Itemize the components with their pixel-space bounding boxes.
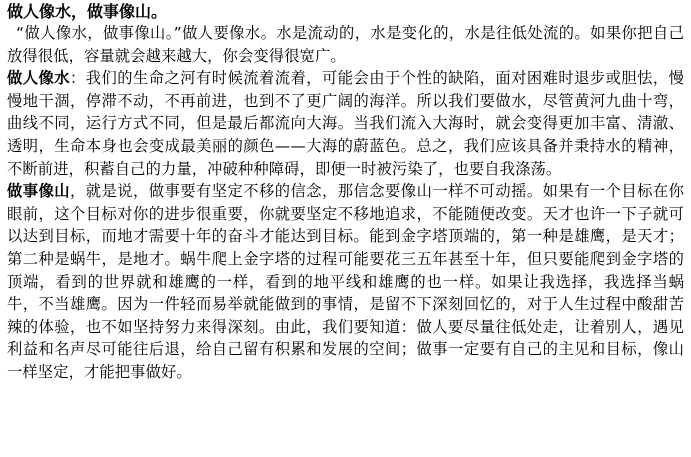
water-body-text: ：我们的生命之河有时候流着流着，可能会由于个性的缺陷，面对困难时退步或胆怯，慢慢地干涸，停滞不动，不再前进，也到不了更广阔的海洋。所以我们要做水，尽管黄河九曲十弯，曲线不同，运行方式不同，但是最后都流向大海。当我们流入大海时，就会变得更加丰富、清澈、透明，生命本身也会变成最美丽的颜色——大海的蔚蓝色。总之，我们应该具备并秉持水的精神，不断前进，积蓄自己的力量，冲破种种障碍，即便一时被污染了，也要自我涤荡。	[7, 69, 684, 178]
mountain-paragraph	[7, 180, 684, 383]
water-paragraph	[7, 67, 684, 180]
mountain-lead-heading: 做事像山	[7, 182, 71, 201]
page-title: 做人像水，做事像山。	[7, 2, 168, 21]
water-lead-heading: 做人像水	[7, 69, 71, 88]
intro-paragraph: “做人像水，做事像山。”做人要像水。水是流动的，水是变化的，水是往低处流的。如果你把自己放得很低，容量就会越来越大，你会变得很宽广。	[7, 24, 684, 65]
mountain-body-text: ，就是说，做事要有坚定不移的信念，那信念要像山一样不可动摇。如果有一个目标在你眼前，这个目标对你的进步很重要，你就要坚定不移地追求，不能随便改变。天才也许一下子就可以达到目标，而地才需要十年的奋斗才能达到目标。能到金字塔顶端的，第一种是雄鹰，是天才；第二种是蜗牛，是地才。蜗牛爬上金字塔的过程可能要花三五年甚至十年，但只要能爬到金字塔的顶端，看到的世界就和雄鹰的一样，看到的地平线和雄鹰的也一样。如果让我选择，我选择当蜗牛，不当雄鹰。因为一件轻而易举就能做到的事情，是留不下深刻回忆的，对于人生过程中酸甜苦辣的体验，也不如坚持努力来得深刻。由此，我们要知道：做人要尽量往低处走，让着别人，遇见利益和名声尽可能往后退，给自己留有积累和发展的空间；做事一定要有自己的主见和目标，像山一样坚定，才能把事做好。	[7, 182, 684, 381]
